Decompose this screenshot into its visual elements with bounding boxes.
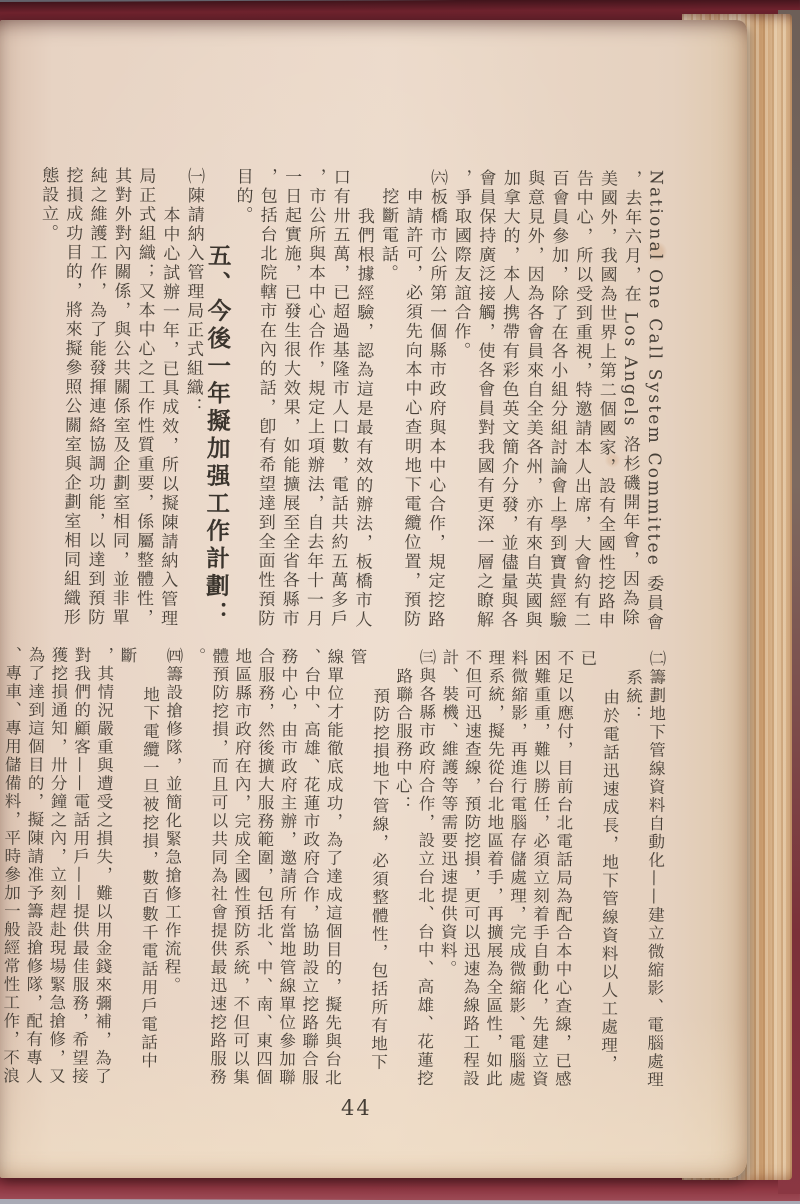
text-column: 我們根據經驗，認為這是最有效的辦法，板橋市人: [351, 207, 375, 630]
text-column: 地下電纜一旦被挖損，數百數千電話用戶電話中斷: [117, 646, 160, 1071]
text-column: ㈢與各縣市政府合作，設立台北、台中、高雄、花蓮挖: [414, 648, 437, 1088]
text-column: 獲挖損通知，卅分鐘之內，立刻趕赴現場緊急搶修，又: [46, 646, 69, 1086]
book-page: [0, 20, 747, 1178]
text-column: 困難重重，難以勝任，必須立刻着手自動化，先建立資: [529, 649, 552, 1089]
text-column: 地區縣市政府在內，完成全國性預防系統，不但可以集: [230, 647, 253, 1087]
text-column: 會員保持廣泛接觸，使各會員對我國有更深一層之瞭解: [473, 168, 496, 630]
text-column: 挖斷電話。: [378, 187, 399, 284]
text-column: 、專車、專用儲備料，平時參加一般經常性工作，不浪: [0, 645, 23, 1086]
page-number: 44: [341, 1096, 372, 1120]
text-column: 線單位才能徹底成功，為了達成這個目的，擬先與台北: [322, 647, 345, 1088]
text-column: 本中心試辦一年，已具成效，所以擬陳請納入管理: [157, 205, 180, 629]
text-band-lower: [0, 646, 668, 1090]
text-column: 局正式組織；又本中心之工作性質重要，係屬整體性，: [132, 166, 156, 628]
text-column: 為了達到這個目的，擬陳請准予籌設搶修隊，配有專人: [23, 646, 46, 1086]
text-column: 料微縮影，再進行電腦存儲處理，完成微縮影、電腦處: [506, 649, 529, 1089]
text-column: ㈠陳請納入管理局正式組織：: [182, 167, 205, 417]
text-column: 申請許可，必須先向本中心查明地下電纜位置，預防: [400, 187, 423, 630]
text-column: ，市公所與本中心合作，規定上項辦法，自去年十一月: [303, 167, 326, 629]
text-column: 路聯合服務中心：: [392, 667, 413, 814]
text-column: 美國外，我國為世界上第二個國家，設有全國性挖路申: [594, 169, 618, 631]
text-column: ，包括台北院轄市在內的話，卽有希望達到全面性預防: [254, 167, 278, 629]
text-column: 口有卅五萬，已超過基隆市人口數，電話共約五萬多戶: [327, 167, 351, 629]
text-column: 計、裝機、維護等等需要迅速提供資料。: [437, 648, 460, 979]
text-column: 其對外對內關係，與公共關係室及企劃室相同，並非單: [108, 166, 132, 628]
text-band-upper: [33, 166, 668, 638]
text-column: 態設立。: [38, 166, 59, 244]
text-column: 不足以應付，目前台北電話局為配合本中心查線，已感: [552, 649, 575, 1089]
text-column: 由於電話迅速成長，地下管線資料以人工處理，已: [577, 649, 620, 1074]
text-column: 告中心，所以受到重視，特邀請本人出席，大會約有二: [570, 169, 594, 631]
text-column: ，其情況嚴重與遭受之損失，難以用金錢來彌補，為了: [92, 646, 115, 1086]
text-column: 目的。: [232, 167, 253, 226]
text-column: ㈣籌設搶修隊，並簡化緊急搶修工作流程。: [161, 646, 184, 995]
text-column: 、台中、高雄、花蓮市政府合作，協助設立挖路聯合服: [299, 647, 322, 1088]
text-column: 。: [186, 647, 207, 666]
text-column: 體預防挖損，而且可以共同為社會提供最迅速挖路服務: [207, 647, 230, 1087]
text-column: 一日起實施，已發生很大效果，如能擴展至全省各縣市: [278, 167, 302, 629]
text-column: 不但可迅速查線，預防挖損，更可以迅速為線路工程設: [460, 648, 483, 1089]
text-column: 純之維護工作，為了能發揮連絡協調功能，以達到預防: [84, 166, 108, 628]
text-column: ，爭取國際友誼合作。: [450, 168, 472, 361]
text-column: ㈥板橋市公所第一個縣市政府與本中心合作，規定挖路: [424, 168, 448, 630]
text-column: ，去年六月，在 Los Angels 洛杉磯開年會，因為除: [618, 169, 642, 628]
text-column: ㈡籌劃地下管線資料自動化——建立微縮影、電腦處理: [644, 649, 667, 1090]
text-column: 對我們的顧客——電話用戶——提供最佳服務，希望接: [69, 646, 92, 1086]
text-column: 挖損成功目的，將來擬參照公關室與企劃室相同組織形: [60, 166, 83, 628]
text-column: 與意見外，因為各會員來自全美各州，亦有來自英國與: [521, 169, 545, 631]
text-column: 加拿大的，本人携帶有彩色英文簡介分發，並儘量與各: [497, 168, 521, 630]
section-heading: 五、今後一年擬加强工作計劃：: [201, 243, 233, 629]
text-column: 百會員參加，除了在各小組分組討論會上學到寶貴經驗: [545, 169, 569, 631]
text-column: 系統：: [623, 668, 643, 724]
text-column: 合服務，然後擴大服務範圍，包括北、中、南、東四個: [253, 647, 276, 1087]
text-column: 理系統，擬先從台北地區着手，再擴展為全區性，如此: [483, 648, 506, 1089]
text-column: 預防挖損地下管線，必須整體性，包括所有地下管: [347, 648, 390, 1072]
text-column: National One Call System Committee 委員會: [643, 169, 667, 633]
text-column: 務中心，由市政府主辦，邀請所有當地管線單位參加聯: [276, 647, 299, 1087]
